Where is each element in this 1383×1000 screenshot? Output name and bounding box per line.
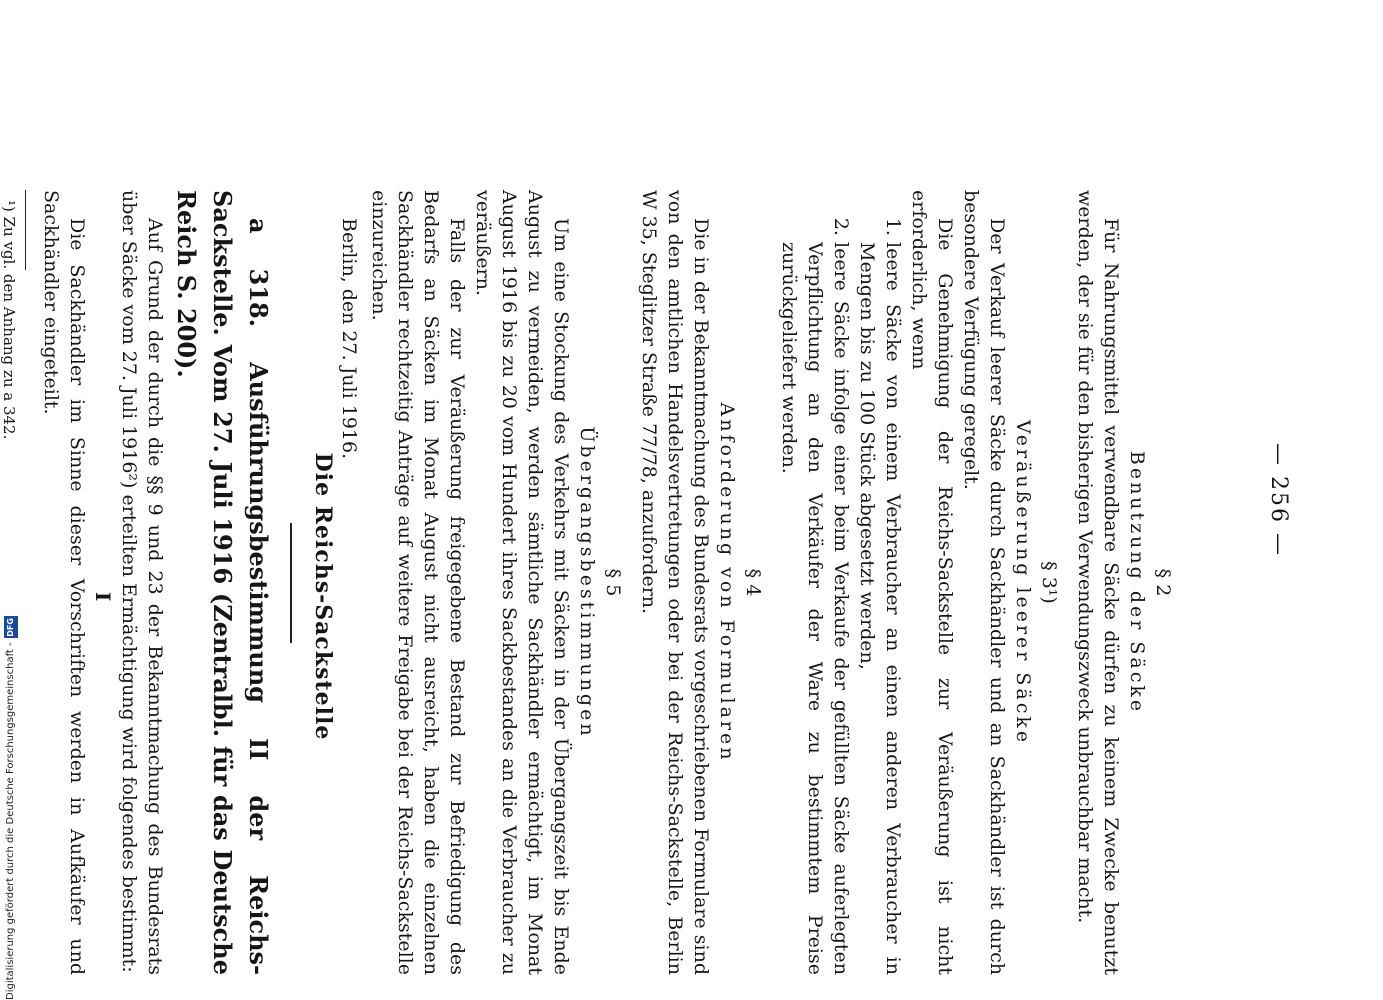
section-heading: § 5: [602, 568, 624, 597]
dfg-logo: DFG: [4, 616, 18, 638]
decree-section-text: Die Sackhändler im Sinne dieser Vorschriften werden in Aufkäufer und Sackhändler eingeteilt.: [40, 190, 88, 975]
section-title: Anforderung von Formularen: [716, 402, 738, 763]
conditions-list: [776, 190, 906, 975]
section-heading: § 3¹): [1038, 561, 1060, 604]
paragraph: Die in der Bekanntmachung des Bundesrats vorgeschriebenen Formulare sind von den amtlichen Handelsvertretungen oder bei der Reichs-Sackstelle, Berlin W 35, Steglitzer Straße 77/78, anzufordern.: [638, 190, 712, 975]
paragraph: Um eine Stockung des Verkehrs mit Säcken in der Übergangszeit bis Ende August zu vermeiden, werden sämtliche Sackhändler ermächtigt, im Monat August 1916 bis zu 20 vom Hundert ihres Sackbestandes an die Verbraucher zu veräußern.: [472, 190, 572, 975]
document-body: [0, 190, 1178, 975]
section-title: Benutzung der Säcke: [1126, 450, 1148, 715]
signature-place-date: Berlin, den 27. Juli 1916.: [338, 218, 360, 460]
paragraph: Der Verkauf leerer Säcke durch Sackhändler und an Sackhändler ist durch besondere Verfügung geregelt.: [960, 190, 1008, 975]
section-heading: § 2: [1152, 568, 1174, 597]
decree-title-text: Ausführungsbestimmung II der Reichs-Sackstelle. Vom 27. Juli 1916 (Zentralbl. für das Deutsche Reich S. 200).: [172, 190, 273, 976]
footnote-divider: [25, 190, 26, 270]
footnote: ¹) Zu vgl. den Anhang zu a 342.: [0, 200, 18, 440]
list-item: 1. leere Säcke von einem Verbraucher an einen anderen Verbraucher in Mengen bis zu 100 Stück abgesetzt werden,: [854, 242, 906, 975]
section-heading: § 4: [742, 568, 764, 597]
list-item: 2. leere Säcke infolge einer beim Verkaufe der gefüllten Säcke auferlegten Verpflichtung an den Verkäufer der Ware zu bestimmtem Preise zurückgeliefert werden.: [776, 242, 854, 975]
credit-text: Digitalisierung gefördert durch die Deutsche Forschungsgemeinschaft -: [5, 642, 16, 1000]
paragraph: Falls der zur Veräußerung freigegebene Bestand zur Befriedigung des Bedarfs an Säcken im Monat August nicht ausreicht, haben die einzelnen Sackhändler rechtzeitig Anträge auf weitere Freigabe bei der Reichs-Sackstelle einzureichen.: [368, 190, 468, 975]
page-number: — 256 —: [1266, 443, 1291, 557]
section-title: Veräußerung leerer Säcke: [1012, 419, 1034, 746]
digitization-credit: [0, 600, 22, 1000]
decree-intro: Auf Grund der durch die §§ 9 und 23 der Bekanntmachung des Bundesrats über Säcke vom 27. Juli 1916²) erteilten Ermächtigung wird folgendes bestimmt:: [118, 190, 166, 975]
section-divider: [290, 523, 292, 643]
decree-title: [168, 190, 276, 975]
signature-authority: Die Reichs-Sackstelle: [310, 452, 336, 741]
section-title: Übergangsbestimmungen: [576, 426, 598, 739]
paragraph: Für Nahrungsmittel verwendbare Säcke dürfen zu keinem Zwecke benutzt werden, der sie für den bisherigen Verwendungszweck unbrauchbar macht.: [1074, 190, 1122, 975]
paragraph: Die Genehmigung der Reichs-Sackstelle zur Veräußerung ist nicht erforderlich, wenn: [908, 190, 956, 975]
decree-section-label: I: [91, 591, 115, 602]
decree-number: a 318.: [244, 218, 273, 328]
